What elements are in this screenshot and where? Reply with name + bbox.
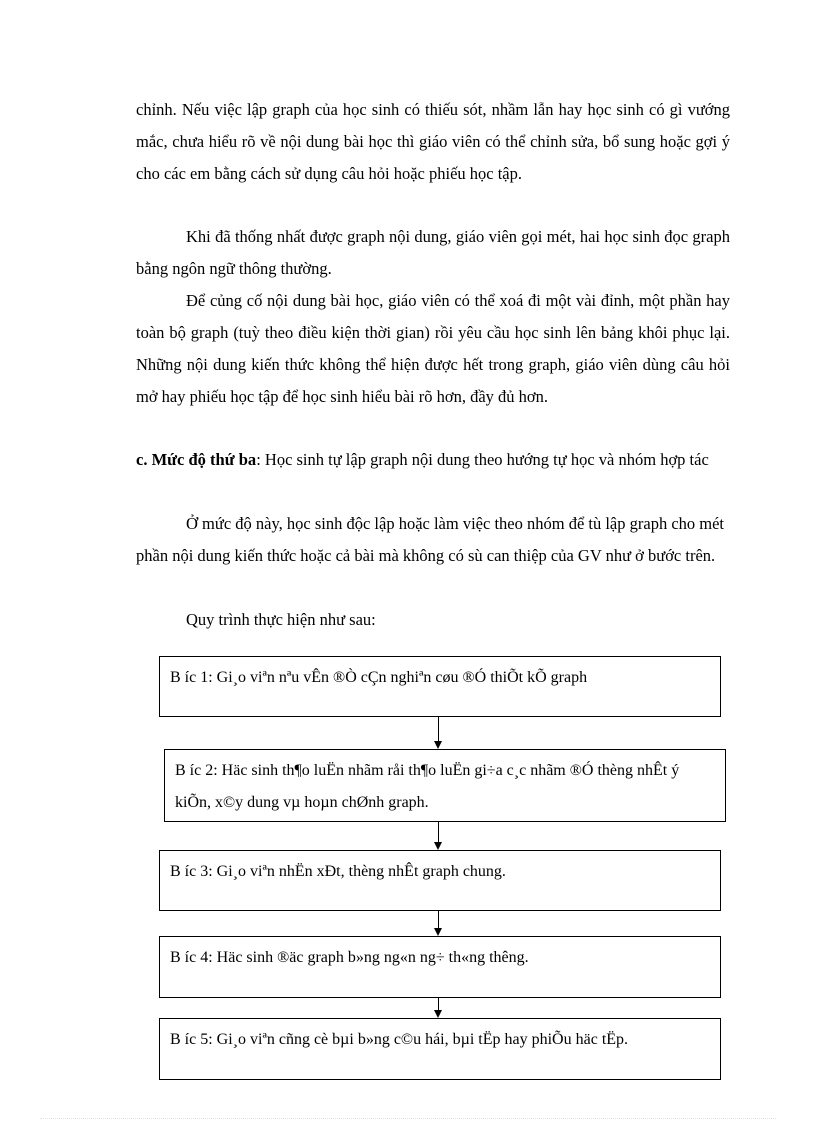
flowchart-step-3 [159,850,721,911]
flowchart-step-5 [159,1018,721,1080]
paragraph-2: Khi đã thống nhất được graph nội dung, giáo viên gọi mét, hai học sinh đọc graph bằng ngôn ngữ thông thường. [136,227,730,278]
page-bottom-divider [40,1118,776,1119]
section-heading-text: : Học sinh tự lập graph nội dung theo hướng tự học và nhóm hợp tác [256,450,709,469]
flowchart-connector-3 [438,911,439,928]
paragraph-6: Quy trình thực hiện như sau: [186,610,376,629]
flowchart-connector-4 [438,998,439,1010]
arrow-down-icon [434,928,442,936]
flowchart-step-4-text: B íc 4: Häc sinh ®äc graph b»ng ng«n ng÷ th«ng thêng. [170,949,529,966]
flowchart-step-2 [164,749,726,822]
flowchart-step-5-text: B íc 5: Gi¸o viªn cñng cè bµi b»ng c©u hái, bµi tËp hay phiÕu häc tËp. [170,1031,629,1048]
paragraph-3: Để củng cố nội dung bài học, giáo viên có thể xoá đi một vài đỉnh, một phần hay toàn bộ graph (tuỳ theo điều kiện thời gian) rồi yêu cầu học sinh lên bảng khôi phục lại. Những nội dung kiến thức không thể hiện được hết trong graph, giáo viên dùng câu hỏi mở hay phiếu học tập để học sinh hiểu bài rõ hơn, đầy đủ hơn. [136,291,730,406]
section-heading: c. Mức độ thứ ba [136,450,257,469]
flowchart-step-2-text: B íc 2: Häc sinh th¶o luËn nhãm råi th¶o luËn gi÷a c¸c nhãm ®Ó thèng nhÊt ý kiÕn, x©y dung vµ hoµn chØnh graph. [175,762,680,811]
paragraph-4 [136,444,730,476]
paragraph-1: chỉnh. Nếu việc lập graph của học sinh có thiếu sót, nhầm lẫn hay học sinh có gì vướng mắc, chưa hiểu rõ về nội dung bài học thì giáo viên có thể chỉnh sửa, bổ sung hoặc gợi ý cho các em bằng cách sử dụng câu hỏi hoặc phiếu học tập. [136,100,730,183]
flowchart-connector-1 [438,717,439,741]
arrow-down-icon [434,1010,442,1018]
flowchart-connector-2 [438,822,439,842]
flowchart-step-3-text: B íc 3: Gi¸o viªn nhËn xÐt, thèng nhÊt graph chung. [170,863,506,880]
paragraph-5: Ở mức độ này, học sinh độc lập hoặc làm việc theo nhóm để tù lập graph cho mét phần nội dung kiến thức hoặc cả bài mà không có sù can thiệp của GV như ở bước trên. [136,514,725,565]
arrow-down-icon [434,842,442,850]
flowchart-step-4 [159,936,721,998]
arrow-down-icon [434,741,442,749]
flowchart-step-1 [159,656,721,717]
flowchart-step-1-text: B íc 1: Gi¸o viªn nªu vÊn ®Ò cÇn nghiªn cøu ®Ó thiÕt kÕ graph [170,669,588,686]
